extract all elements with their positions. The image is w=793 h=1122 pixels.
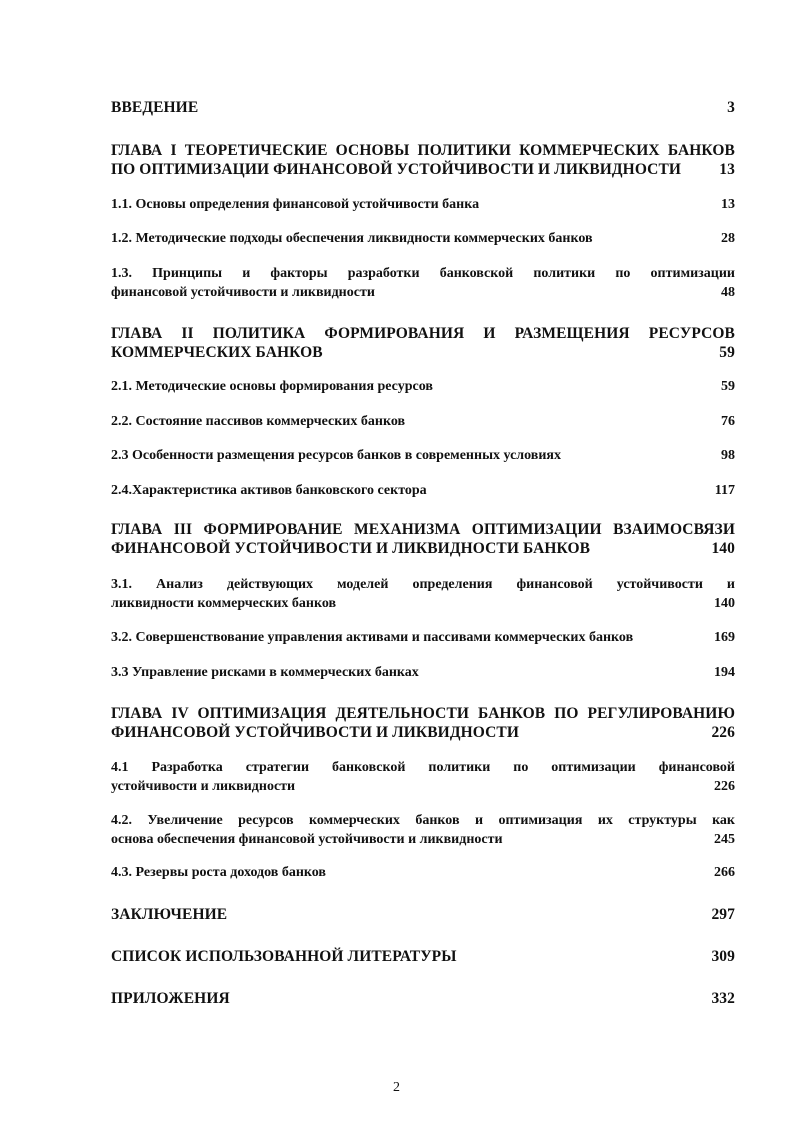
toc-chapter-4 [111,704,735,742]
toc-title: 4.3. Резервы роста доходов банков [111,865,326,880]
toc-page: 194 [714,665,735,680]
toc-title: 2.1. Методические основы формирования ресурсов [111,379,433,394]
toc-title: 2.4.Характеристика активов банковского сектора [111,483,427,498]
toc-page: 13 [719,161,735,178]
toc-title-line1: ГЛАВА I ТЕОРЕТИЧЕСКИЕ ОСНОВЫ ПОЛИТИКИ КОММЕРЧЕСКИХ БАНКОВ [111,142,735,159]
toc-title: 2.2. Состояние пассивов коммерческих банков [111,414,406,429]
toc-title-line1: 1.3. Принципы и факторы разработки банковской политики по оптимизации [111,266,735,281]
toc-page: 59 [721,379,735,394]
toc-chapter-3 [111,520,735,558]
toc-title-line2: ФИНАНСОВОЙ УСТОЙЧИВОСТИ И ЛИКВИДНОСТИ [111,724,519,741]
toc-page: 98 [721,448,735,463]
toc-page: 48 [721,285,735,300]
toc-section-1-2 [111,229,735,248]
toc-section-2-3 [111,446,735,465]
toc-conclusion [111,905,735,924]
toc-chapter-1 [111,141,735,179]
toc-title-line1: ГЛАВА IV ОПТИМИЗАЦИЯ ДЕЯТЕЛЬНОСТИ БАНКОВ ПО РЕГУЛИРОВАНИЮ [111,705,735,722]
toc-page: 297 [711,906,735,923]
page-number: 2 [393,1080,400,1095]
toc-section-2-4 [111,481,735,500]
toc-title-line1: 4.2. Увеличение ресурсов коммерческих банков и оптимизация их структуры как [111,813,735,828]
toc-section-1-1 [111,195,735,214]
toc-page: 332 [711,990,735,1007]
toc-page: 13 [721,197,735,212]
toc-page: 76 [721,414,735,429]
toc-title-line2: финансовой устойчивости и ликвидности [111,285,375,300]
toc-title-line1: ГЛАВА III ФОРМИРОВАНИЕ МЕХАНИЗМА ОПТИМИЗАЦИИ ВЗАИМОСВЯЗИ [111,521,735,538]
toc-title-line2: ФИНАНСОВОЙ УСТОЙЧИВОСТИ И ЛИКВИДНОСТИ БАНКОВ [111,540,591,557]
toc-page: 266 [714,865,735,880]
toc-page: 226 [711,724,735,741]
toc-title: СПИСОК ИСПОЛЬЗОВАННОЙ ЛИТЕРАТУРЫ [111,948,457,965]
toc-section-3-2 [111,628,735,647]
toc-section-2-1 [111,377,735,396]
toc-title-line1: 3.1. Анализ действующих моделей определения финансовой устойчивости и [111,577,735,592]
toc-title-line2: основа обеспечения финансовой устойчивости и ликвидности [111,832,503,847]
toc-title: ЗАКЛЮЧЕНИЕ [111,906,228,923]
toc-section-3-1 [111,575,735,613]
toc-title-line2: КОММЕРЧЕСКИХ БАНКОВ [111,344,323,361]
toc-page: 226 [714,779,735,794]
toc-title: 2.3 Особенности размещения ресурсов банков в современных условиях [111,448,561,463]
toc-title-line1: 4.1 Разработка стратегии банковской политики по оптимизации финансовой [111,760,735,775]
toc-title: 1.2. Методические подходы обеспечения ликвидности коммерческих банков [111,231,593,246]
toc-title-line1: ГЛАВА II ПОЛИТИКА ФОРМИРОВАНИЯ И РАЗМЕЩЕНИЯ РЕСУРСОВ [111,325,735,342]
toc-title: 3.3 Управление рисками в коммерческих банках [111,665,419,680]
toc-title: ПРИЛОЖЕНИЯ [111,990,230,1007]
toc-intro [111,98,735,117]
toc-bibliography [111,947,735,966]
toc-title: 1.1. Основы определения финансовой устойчивости банка [111,197,480,212]
toc-page: 117 [714,483,735,498]
toc-section-3-3 [111,663,735,682]
toc-page: 309 [711,948,735,965]
toc-page: 140 [711,540,735,557]
toc-title: 3.2. Совершенствование управления активами и пассивами коммерческих банков [111,630,634,645]
toc-section-1-3 [111,264,735,302]
toc-title: ВВЕДЕНИЕ [111,99,199,116]
toc-page: 245 [714,832,735,847]
toc-title-line2: ликвидности коммерческих банков [111,596,337,611]
toc-page: 140 [714,596,735,611]
toc-appendices [111,989,735,1008]
toc-page: 169 [714,630,735,645]
toc-chapter-2 [111,324,735,362]
toc-section-2-2 [111,412,735,431]
toc-section-4-2 [111,811,735,849]
toc-section-4-1 [111,758,735,796]
toc-section-4-3 [111,863,735,882]
toc-title-line2: ПО ОПТИМИЗАЦИИ ФИНАНСОВОЙ УСТОЙЧИВОСТИ И ЛИКВИДНОСТИ [111,161,682,178]
toc-page: 3 [727,99,735,116]
toc-title-line2: устойчивости и ликвидности [111,779,296,794]
toc-page: 59 [719,344,735,361]
toc-page: 28 [721,231,735,246]
